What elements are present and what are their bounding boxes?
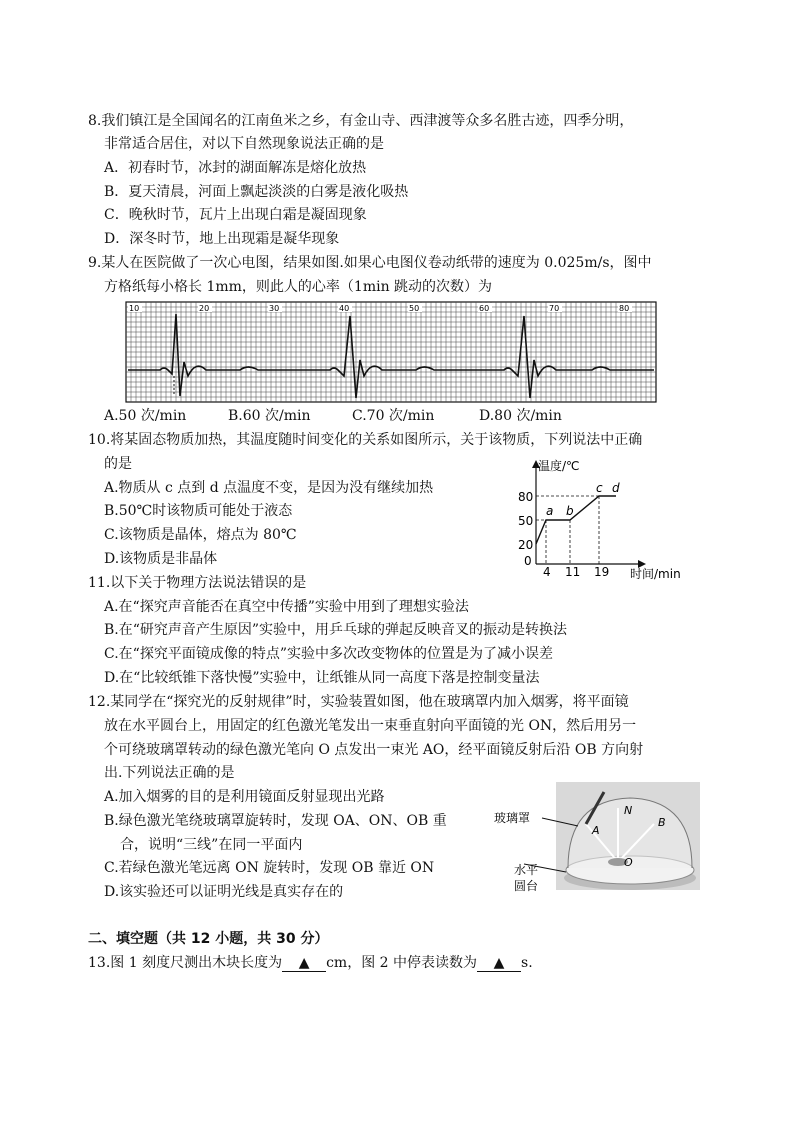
- q8-option-d: D．深冬时节，地上出现霜是凝华现象: [104, 231, 340, 247]
- ecg-scale-label: 30: [269, 304, 280, 313]
- q10-option-d: D.该物质是非晶体: [104, 551, 218, 567]
- point-c: c: [596, 481, 603, 495]
- ecg-scale-label: 60: [479, 304, 490, 313]
- ecg-scale-label: 10: [129, 304, 140, 313]
- q13-part3: s.: [521, 955, 533, 971]
- q13-blank-length: ▲: [282, 955, 326, 972]
- q12-option-b: B.绿色激光笔绕玻璃罩旋转时，发现 OA、ON、OB 重: [104, 813, 447, 829]
- q12-option-d: D.该实验还可以证明光线是真实存在的: [104, 884, 344, 900]
- q12-option-c: C.若绿色激光笔远离 ON 旋转时，发现 OB 靠近 ON: [104, 860, 435, 876]
- y-tick-50: 50: [518, 514, 534, 528]
- ecg-figure: [124, 300, 658, 404]
- x-tick-4: 4: [543, 565, 551, 579]
- q10-stem-line1: 10.将某固态物质加热，其温度随时间变化的关系如图所示，关于该物质，下列说法中正确: [88, 432, 643, 448]
- point-a: a: [546, 504, 554, 518]
- q10-stem-line2: 的是: [104, 456, 132, 472]
- apparatus-illustration: [494, 782, 700, 896]
- q13-part2: cm，图 2 中停表读数为: [326, 955, 478, 971]
- q9-stem-line1: 9.某人在医院做了一次心电图，结果如图.如果心电图仪卷动纸带的速度为 0.025m/s，图中: [88, 255, 652, 271]
- q11-option-a: A.在“探究声音能否在真空中传播”实验中用到了理想实验法: [104, 599, 469, 615]
- label-table-line2: 圆台: [514, 879, 539, 893]
- q12-stem-line1: 12.某同学在“探究光的反射规律”时，实验装置如图，他在玻璃罩内加入烟雾，将平面镜: [88, 694, 629, 710]
- ecg-scale-label: 50: [409, 304, 420, 313]
- q9-option-d: D.80 次/min: [479, 408, 562, 424]
- q12-stem-line2: 放在水平圆台上，用固定的红色激光笔发出一束垂直射向平面镜的光 ON，然后用另一: [104, 718, 637, 734]
- x-axis-label: 时间/min: [630, 567, 681, 580]
- photo-point-o: O: [624, 856, 633, 869]
- temperature-time-graph: [510, 452, 700, 580]
- q9-stem-line2: 方格纸每小格长 1mm，则此人的心率（1min 跳动的次数）为: [104, 279, 493, 295]
- q13-part1: 13.图 1 刻度尺测出木块长度为: [88, 955, 283, 971]
- q9-options: [104, 406, 562, 426]
- q13-line: [88, 953, 533, 973]
- q12-stem-line3: 个可绕玻璃罩转动的绿色激光笔向 O 点发出一束光 AO，经平面镜反射后沿 OB 方向射: [104, 742, 644, 758]
- label-glass-cover: 玻璃罩: [494, 811, 531, 825]
- q11-option-c: C.在“探究平面镜成像的特点”实验中多次改变物体的位置是为了减小误差: [104, 646, 553, 662]
- q9-option-c: C.70 次/min: [352, 408, 435, 424]
- temperature-graph-svg: [510, 452, 700, 580]
- q8-option-c: C．晚秋时节，瓦片上出现白霜是凝固现象: [104, 207, 367, 223]
- ecg-scale-label: 20: [199, 304, 210, 313]
- y-tick-0: 0: [524, 554, 532, 568]
- q11-option-b: B.在“研究声音产生原因”实验中，用乒乓球的弹起反映音叉的振动是转换法: [104, 622, 568, 638]
- q9-option-a: A.50 次/min: [104, 408, 187, 424]
- ecg-scale-label: 70: [549, 304, 560, 313]
- q11-stem: 11.以下关于物理方法说法错误的是: [88, 575, 307, 591]
- y-tick-80: 80: [518, 490, 534, 504]
- ecg-scale-label: 80: [619, 304, 630, 313]
- q10-option-b: B.50℃时该物质可能处于液态: [104, 503, 293, 519]
- q12-option-a: A.加入烟雾的目的是利用镜面反射显现出光路: [104, 789, 385, 805]
- y-tick-20: 20: [518, 538, 534, 552]
- q12-stem-line4: 出.下列说法正确的是: [104, 765, 235, 781]
- photo-point-b: B: [658, 816, 666, 829]
- label-table-line1: 水平: [514, 863, 539, 877]
- ecg-scale-label: 40: [339, 304, 350, 313]
- q12-option-b-cont: 合，说明“三线”在同一平面内: [120, 837, 303, 853]
- reflection-apparatus-photo: [494, 782, 700, 896]
- q11-option-d: D.在“比较纸锥下落快慢”实验中，让纸锥从同一高度下落是控制变量法: [104, 670, 540, 686]
- q8-stem-line2: 非常适合居住，对以下自然现象说法正确的是: [104, 136, 384, 152]
- q10-option-a: A.物质从 c 点到 d 点温度不变，是因为没有继续加热: [104, 480, 434, 496]
- ecg-chart: [124, 300, 658, 404]
- q9-option-b: B.60 次/min: [228, 408, 311, 424]
- photo-point-n: N: [624, 804, 633, 817]
- q8-option-b: B．夏天清晨，河面上飘起淡淡的白雾是液化吸热: [104, 184, 409, 200]
- x-tick-11: 11: [565, 565, 581, 579]
- x-tick-19: 19: [594, 565, 610, 579]
- section-title: 二、填空题（共 12 小题，共 30 分）: [88, 931, 329, 947]
- photo-point-a: A: [592, 824, 600, 837]
- y-axis-label: 温度/℃: [538, 459, 580, 473]
- q8-stem-line1: 8.我们镇江是全国闻名的江南鱼米之乡，有金山寺、西津渡等众多名胜古迹，四季分明，: [88, 113, 634, 129]
- q13-blank-time: ▲: [477, 955, 521, 972]
- point-b: b: [566, 504, 574, 518]
- q8-option-a: A．初春时节，冰封的湖面解冻是熔化放热: [104, 160, 367, 176]
- point-d: d: [612, 481, 620, 495]
- q10-option-c: C.该物质是晶体，熔点为 80℃: [104, 527, 297, 543]
